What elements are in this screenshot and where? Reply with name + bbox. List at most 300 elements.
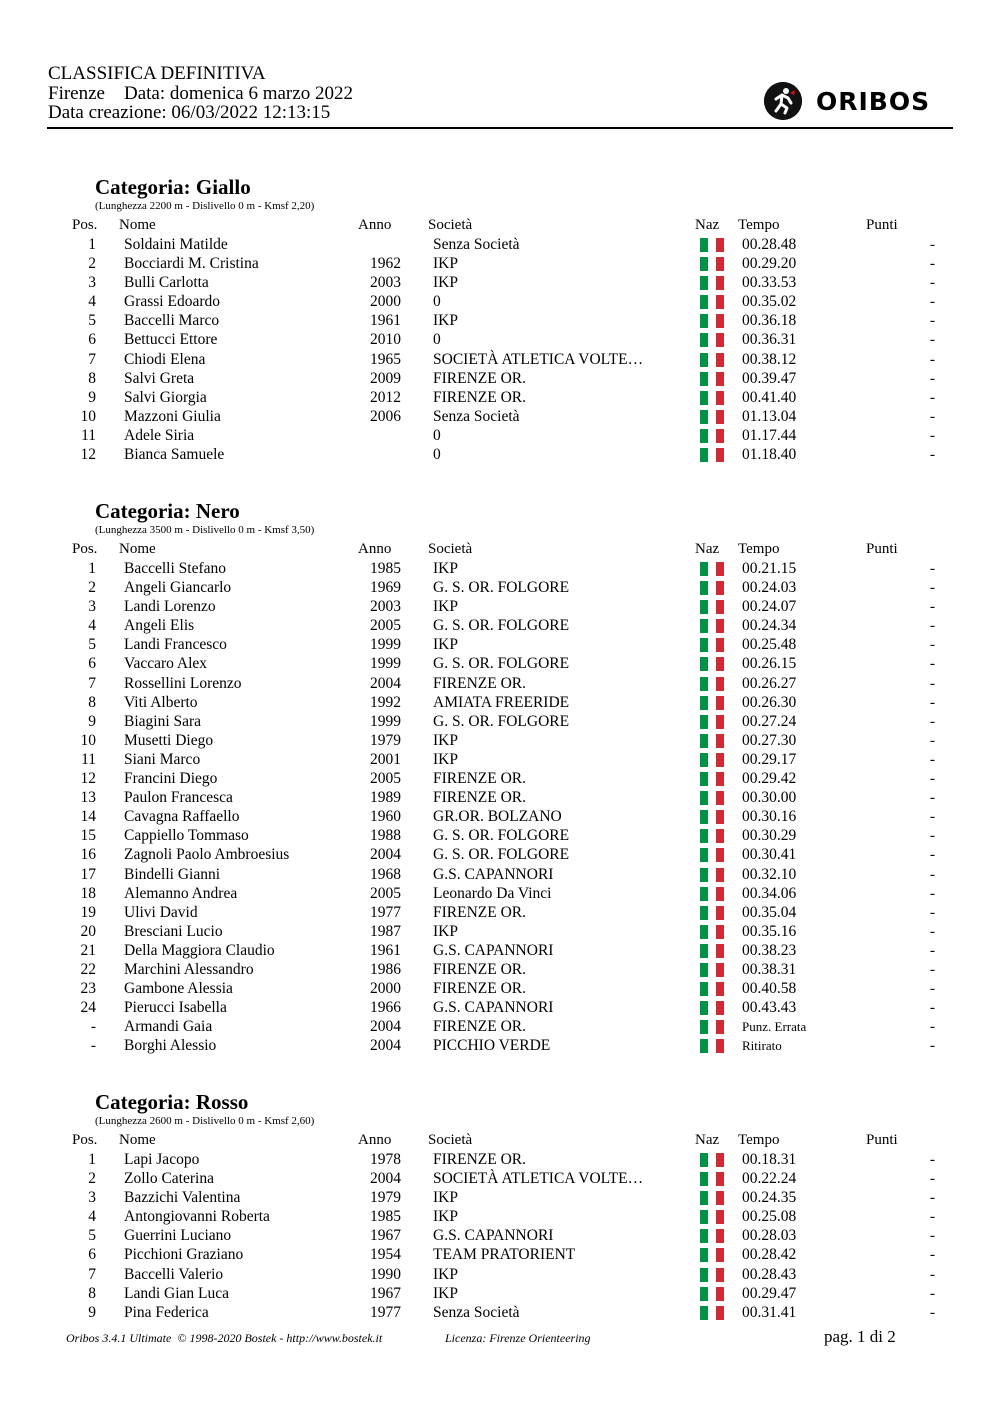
italy-flag-icon bbox=[700, 963, 724, 977]
points-cell: - bbox=[929, 903, 935, 921]
time-cell: 00.38.12 bbox=[742, 350, 797, 368]
oribos-logo bbox=[764, 82, 930, 120]
position-cell: 14 bbox=[80, 808, 96, 826]
points-cell: - bbox=[929, 1284, 935, 1302]
time-cell: 00.24.34 bbox=[742, 617, 797, 635]
category-title: Categoria: Rosso bbox=[95, 1090, 249, 1114]
year-cell: 1962 bbox=[370, 255, 401, 273]
name-cell: Lapi Jacopo bbox=[124, 1151, 200, 1168]
points-cell: - bbox=[929, 312, 935, 330]
year-cell: 2004 bbox=[370, 1037, 401, 1055]
position-cell: 17 bbox=[80, 865, 96, 883]
position-cell: 5 bbox=[88, 312, 96, 330]
column-header-punti: Punti bbox=[866, 541, 898, 557]
italy-flag-icon bbox=[700, 829, 724, 843]
position-cell: 8 bbox=[88, 693, 96, 711]
table-row bbox=[0, 693, 1000, 712]
position-cell: 3 bbox=[88, 274, 96, 292]
table-row bbox=[0, 1207, 1000, 1226]
table-row bbox=[0, 769, 1000, 788]
name-cell: Della Maggiora Claudio bbox=[124, 941, 275, 959]
software-credit: Oribos 3.4.1 Ultimate © 1998-2020 Bostek - http://www.bostek.it bbox=[66, 1331, 383, 1345]
points-cell: - bbox=[929, 331, 935, 349]
table-row bbox=[0, 1265, 1000, 1284]
table-row bbox=[0, 1226, 1000, 1245]
position-cell: 5 bbox=[88, 636, 96, 654]
club-cell: G. S. OR. FOLGORE bbox=[433, 827, 570, 845]
name-cell: Landi Gian Luca bbox=[124, 1284, 230, 1302]
club-cell: G. S. OR. FOLGORE bbox=[433, 617, 570, 635]
italy-flag-icon bbox=[700, 410, 724, 424]
points-cell: - bbox=[929, 808, 935, 826]
time-cell: 00.35.16 bbox=[742, 922, 797, 940]
italy-flag-icon bbox=[700, 753, 724, 767]
time-cell: 01.17.44 bbox=[742, 426, 797, 444]
italy-flag-icon bbox=[700, 868, 724, 882]
category-title: Categoria: Giallo bbox=[95, 175, 251, 199]
club-cell: IKP bbox=[433, 598, 458, 616]
name-cell: Biagini Sara bbox=[124, 712, 202, 730]
year-cell: 1978 bbox=[370, 1151, 401, 1168]
year-cell: 2004 bbox=[370, 846, 401, 864]
position-cell: 1 bbox=[88, 1151, 96, 1168]
points-cell: - bbox=[929, 846, 935, 864]
club-cell: SOCIETÀ ATLETICA VOLTE… bbox=[433, 350, 644, 368]
column-header-naz: Naz bbox=[695, 217, 720, 233]
club-cell: FIRENZE OR. bbox=[433, 960, 526, 978]
time-cell: 00.26.27 bbox=[742, 674, 797, 692]
name-cell: Chiodi Elena bbox=[124, 350, 206, 368]
name-cell: Armandi Gaia bbox=[124, 1018, 213, 1036]
time-cell: 00.30.29 bbox=[742, 827, 797, 845]
year-cell: 2012 bbox=[370, 388, 401, 406]
italy-flag-icon bbox=[700, 1172, 724, 1186]
table-row bbox=[0, 674, 1000, 693]
position-cell: 3 bbox=[88, 1189, 96, 1207]
club-cell: AMIATA FREERIDE bbox=[433, 693, 570, 711]
category-subtitle: (Lunghezza 3500 m - Dislivello 0 m - Kmsf 3,50) bbox=[95, 524, 315, 536]
time-cell: 00.35.02 bbox=[742, 293, 797, 311]
table-row bbox=[0, 1036, 1000, 1055]
italy-flag-icon bbox=[700, 848, 724, 862]
position-cell: 4 bbox=[88, 617, 96, 635]
club-cell: G. S. OR. FOLGORE bbox=[433, 579, 570, 597]
italy-flag-icon bbox=[700, 353, 724, 367]
position-cell: 12 bbox=[80, 446, 96, 464]
club-cell: G.S. CAPANNORI bbox=[433, 941, 554, 959]
club-cell: IKP bbox=[433, 1265, 458, 1283]
table-row bbox=[0, 235, 1000, 254]
time-cell: 00.27.24 bbox=[742, 712, 797, 730]
position-cell: 1 bbox=[88, 560, 96, 577]
italy-flag-icon bbox=[700, 314, 724, 328]
position-cell: 10 bbox=[80, 407, 96, 425]
position-cell: 22 bbox=[80, 960, 96, 978]
italy-flag-icon bbox=[700, 257, 724, 271]
year-cell: 1966 bbox=[370, 999, 401, 1017]
name-cell: Picchioni Graziano bbox=[124, 1246, 244, 1264]
table-row bbox=[0, 865, 1000, 884]
year-cell: 1992 bbox=[370, 693, 401, 711]
points-cell: - bbox=[929, 598, 935, 616]
position-cell: 7 bbox=[88, 674, 96, 692]
club-cell: 0 bbox=[433, 293, 441, 311]
table-row bbox=[0, 1284, 1000, 1303]
name-cell: Bianca Samuele bbox=[124, 446, 225, 464]
italy-flag-icon bbox=[700, 276, 724, 290]
position-cell: 11 bbox=[81, 426, 96, 444]
time-cell: 00.22.24 bbox=[742, 1170, 797, 1188]
club-cell: FIRENZE OR. bbox=[433, 1151, 526, 1168]
italy-flag-icon bbox=[700, 448, 724, 462]
points-cell: - bbox=[929, 1303, 935, 1321]
time-cell: 00.29.17 bbox=[742, 750, 797, 768]
points-cell: - bbox=[929, 884, 935, 902]
name-cell: Bresciani Lucio bbox=[124, 922, 223, 940]
position-cell: 6 bbox=[88, 1246, 96, 1264]
time-cell: 00.30.16 bbox=[742, 808, 797, 826]
points-cell: - bbox=[929, 1037, 935, 1055]
points-cell: - bbox=[929, 865, 935, 883]
name-cell: Borghi Alessio bbox=[124, 1037, 217, 1055]
table-row bbox=[0, 350, 1000, 369]
name-cell: Bettucci Ettore bbox=[124, 331, 218, 349]
italy-flag-icon bbox=[700, 638, 724, 652]
points-cell: - bbox=[929, 560, 935, 577]
italy-flag-icon bbox=[700, 657, 724, 671]
italy-flag-icon bbox=[700, 238, 724, 252]
points-cell: - bbox=[929, 1170, 935, 1188]
year-cell: 1961 bbox=[370, 312, 401, 330]
position-cell: 8 bbox=[88, 369, 96, 387]
club-cell: G.S. CAPANNORI bbox=[433, 1227, 554, 1245]
name-cell: Marchini Alessandro bbox=[124, 960, 254, 978]
time-cell: Punz. Errata bbox=[742, 1019, 807, 1035]
time-cell: 00.27.30 bbox=[742, 731, 797, 749]
time-cell: 00.28.42 bbox=[742, 1246, 797, 1264]
points-cell: - bbox=[929, 941, 935, 959]
club-cell: G. S. OR. FOLGORE bbox=[433, 712, 570, 730]
points-cell: - bbox=[929, 636, 935, 654]
table-row bbox=[0, 1188, 1000, 1207]
name-cell: Antongiovanni Roberta bbox=[124, 1208, 270, 1226]
name-cell: Rossellini Lorenzo bbox=[124, 674, 242, 692]
name-cell: Baccelli Stefano bbox=[124, 560, 226, 577]
year-cell: 2003 bbox=[370, 274, 401, 292]
time-cell: 00.29.47 bbox=[742, 1284, 797, 1302]
year-cell: 2009 bbox=[370, 369, 401, 387]
table-row bbox=[0, 903, 1000, 922]
club-cell: IKP bbox=[433, 731, 458, 749]
italy-flag-icon bbox=[700, 906, 724, 920]
position-cell: 11 bbox=[81, 750, 96, 768]
creation-date: Data creazione: 06/03/2022 12:13:15 bbox=[48, 102, 331, 123]
table-row bbox=[0, 845, 1000, 864]
column-header-pos: Pos. bbox=[72, 1132, 98, 1148]
time-cell: 01.18.40 bbox=[742, 446, 797, 464]
italy-flag-icon bbox=[700, 982, 724, 996]
club-cell: G.S. CAPANNORI bbox=[433, 999, 554, 1017]
italy-flag-icon bbox=[700, 810, 724, 824]
name-cell: Landi Francesco bbox=[124, 636, 227, 654]
club-cell: FIRENZE OR. bbox=[433, 388, 526, 406]
column-header-anno: Anno bbox=[358, 217, 392, 233]
italy-flag-icon bbox=[700, 887, 724, 901]
table-row bbox=[0, 635, 1000, 654]
year-cell: 2004 bbox=[370, 674, 401, 692]
points-cell: - bbox=[929, 960, 935, 978]
time-cell: 00.40.58 bbox=[742, 980, 797, 998]
year-cell: 2000 bbox=[370, 293, 401, 311]
table-row bbox=[0, 731, 1000, 750]
category-subtitle: (Lunghezza 2200 m - Dislivello 0 m - Kmsf 2,20) bbox=[95, 200, 315, 212]
points-cell: - bbox=[929, 369, 935, 387]
name-cell: Paulon Francesca bbox=[124, 789, 233, 807]
column-header-tempo: Tempo bbox=[738, 541, 780, 557]
name-cell: Salvi Giorgia bbox=[124, 388, 207, 406]
year-cell: 2001 bbox=[370, 750, 401, 768]
time-cell: 00.33.53 bbox=[742, 274, 797, 292]
time-cell: 00.26.15 bbox=[742, 655, 797, 673]
name-cell: Francini Diego bbox=[124, 770, 218, 788]
time-cell: 00.28.43 bbox=[742, 1265, 797, 1283]
table-row bbox=[0, 712, 1000, 731]
position-cell: - bbox=[90, 1037, 96, 1055]
name-cell: Adele Siria bbox=[124, 426, 195, 444]
points-cell: - bbox=[929, 827, 935, 845]
year-cell: 1968 bbox=[370, 865, 401, 883]
table-row bbox=[0, 1245, 1000, 1264]
page-number: pag. 1 di 2 bbox=[824, 1327, 896, 1346]
italy-flag-icon bbox=[700, 600, 724, 614]
club-cell: G. S. OR. FOLGORE bbox=[433, 655, 570, 673]
position-cell: 9 bbox=[88, 1303, 96, 1321]
italy-flag-icon bbox=[700, 1191, 724, 1205]
year-cell: 1960 bbox=[370, 808, 401, 826]
italy-flag-icon bbox=[700, 1210, 724, 1224]
name-cell: Mazzoni Giulia bbox=[124, 407, 221, 425]
name-cell: Bocciardi M. Cristina bbox=[124, 255, 259, 273]
position-cell: 12 bbox=[80, 770, 96, 788]
position-cell: 13 bbox=[80, 789, 96, 807]
column-header-tempo: Tempo bbox=[738, 1132, 780, 1148]
name-cell: Baccelli Valerio bbox=[124, 1265, 224, 1283]
table-row bbox=[0, 578, 1000, 597]
table-row bbox=[0, 922, 1000, 941]
italy-flag-icon bbox=[700, 391, 724, 405]
club-cell: IKP bbox=[433, 255, 458, 273]
column-header-societa: Società bbox=[428, 217, 473, 233]
time-cell: Ritirato bbox=[742, 1038, 782, 1054]
name-cell: Bazzichi Valentina bbox=[124, 1189, 241, 1207]
column-header-punti: Punti bbox=[866, 1132, 898, 1148]
points-cell: - bbox=[929, 1189, 935, 1207]
club-cell: Senza Società bbox=[433, 407, 520, 425]
year-cell: 1979 bbox=[370, 1189, 401, 1207]
club-cell: 0 bbox=[433, 446, 441, 464]
table-row bbox=[0, 960, 1000, 979]
year-cell: 1969 bbox=[370, 579, 401, 597]
year-cell: 2003 bbox=[370, 598, 401, 616]
table-row bbox=[0, 1017, 1000, 1036]
year-cell: 1986 bbox=[370, 960, 401, 978]
name-cell: Landi Lorenzo bbox=[124, 598, 216, 616]
points-cell: - bbox=[929, 255, 935, 273]
time-cell: 00.28.03 bbox=[742, 1227, 797, 1245]
italy-flag-icon bbox=[700, 677, 724, 691]
position-cell: 5 bbox=[88, 1227, 96, 1245]
club-cell: FIRENZE OR. bbox=[433, 369, 526, 387]
position-cell: 20 bbox=[80, 922, 96, 940]
position-cell: 9 bbox=[88, 388, 96, 406]
time-cell: 00.24.35 bbox=[742, 1189, 797, 1207]
column-header-pos: Pos. bbox=[72, 217, 98, 233]
club-cell: PICCHIO VERDE bbox=[433, 1037, 551, 1055]
year-cell: 1985 bbox=[370, 1208, 401, 1226]
page-title: CLASSIFICA DEFINITIVA bbox=[48, 63, 266, 84]
column-header-naz: Naz bbox=[695, 1132, 720, 1148]
year-cell: 1967 bbox=[370, 1227, 401, 1245]
time-cell: 00.36.31 bbox=[742, 331, 797, 349]
time-cell: 00.24.03 bbox=[742, 579, 797, 597]
table-row bbox=[0, 597, 1000, 616]
name-cell: Bindelli Gianni bbox=[124, 865, 221, 883]
italy-flag-icon bbox=[700, 1306, 724, 1320]
italy-flag-icon bbox=[700, 1039, 724, 1053]
time-cell: 00.39.47 bbox=[742, 369, 797, 387]
table-row bbox=[0, 750, 1000, 769]
points-cell: - bbox=[929, 1151, 935, 1168]
year-cell: 2005 bbox=[370, 884, 401, 902]
results-table bbox=[0, 235, 1000, 464]
year-cell: 1967 bbox=[370, 1284, 401, 1302]
table-header bbox=[0, 1131, 1000, 1150]
name-cell: Cappiello Tommaso bbox=[124, 827, 249, 845]
table-row bbox=[0, 941, 1000, 960]
club-cell: Senza Società bbox=[433, 1303, 520, 1321]
license-text: Licenza: Firenze Orienteering bbox=[445, 1331, 591, 1345]
club-cell: Leonardo Da Vinci bbox=[433, 884, 552, 902]
time-cell: 00.24.07 bbox=[742, 598, 797, 616]
column-header-societa: Società bbox=[428, 541, 473, 557]
position-cell: 24 bbox=[80, 999, 96, 1017]
time-cell: 00.29.20 bbox=[742, 255, 797, 273]
position-cell: 18 bbox=[80, 884, 96, 902]
year-cell: 2000 bbox=[370, 980, 401, 998]
year-cell: 1979 bbox=[370, 731, 401, 749]
name-cell: Salvi Greta bbox=[124, 369, 195, 387]
time-cell: 00.26.30 bbox=[742, 693, 797, 711]
table-header bbox=[0, 540, 1000, 559]
name-cell: Angeli Elis bbox=[124, 617, 195, 635]
year-cell: 1977 bbox=[370, 1303, 401, 1321]
header-divider bbox=[47, 127, 953, 129]
time-cell: 00.31.41 bbox=[742, 1303, 797, 1321]
table-row bbox=[0, 1150, 1000, 1169]
name-cell: Grassi Edoardo bbox=[124, 293, 220, 311]
position-cell: 4 bbox=[88, 1208, 96, 1226]
table-row bbox=[0, 426, 1000, 445]
time-cell: 00.36.18 bbox=[742, 312, 797, 330]
points-cell: - bbox=[929, 789, 935, 807]
italy-flag-icon bbox=[700, 1229, 724, 1243]
position-cell: 4 bbox=[88, 293, 96, 311]
italy-flag-icon bbox=[700, 333, 724, 347]
table-row bbox=[0, 807, 1000, 826]
italy-flag-icon bbox=[700, 1268, 724, 1282]
club-cell: IKP bbox=[433, 1284, 458, 1302]
name-cell: Bulli Carlotta bbox=[124, 274, 209, 292]
year-cell: 1989 bbox=[370, 789, 401, 807]
table-row bbox=[0, 273, 1000, 292]
name-cell: Angeli Giancarlo bbox=[124, 579, 232, 597]
club-cell: IKP bbox=[433, 750, 458, 768]
year-cell: 1985 bbox=[370, 560, 401, 577]
table-row bbox=[0, 979, 1000, 998]
italy-flag-icon bbox=[700, 372, 724, 386]
position-cell: 6 bbox=[88, 655, 96, 673]
position-cell: 21 bbox=[80, 941, 96, 959]
column-header-anno: Anno bbox=[358, 1132, 392, 1148]
italy-flag-icon bbox=[700, 429, 724, 443]
column-header-societa: Società bbox=[428, 1132, 473, 1148]
name-cell: Zollo Caterina bbox=[124, 1170, 214, 1188]
column-header-anno: Anno bbox=[358, 541, 392, 557]
italy-flag-icon bbox=[700, 1001, 724, 1015]
points-cell: - bbox=[929, 407, 935, 425]
points-cell: - bbox=[929, 1208, 935, 1226]
italy-flag-icon bbox=[700, 1248, 724, 1262]
table-row bbox=[0, 311, 1000, 330]
year-cell: 1977 bbox=[370, 903, 401, 921]
category-subtitle: (Lunghezza 2600 m - Dislivello 0 m - Kmsf 2,60) bbox=[95, 1115, 315, 1127]
table-row bbox=[0, 254, 1000, 273]
italy-flag-icon bbox=[700, 715, 724, 729]
italy-flag-icon bbox=[700, 581, 724, 595]
position-cell: 3 bbox=[88, 598, 96, 616]
name-cell: Ulivi David bbox=[124, 903, 198, 921]
position-cell: 6 bbox=[88, 331, 96, 349]
time-cell: 00.28.48 bbox=[742, 236, 797, 253]
name-cell: Alemanno Andrea bbox=[124, 884, 238, 902]
position-cell: - bbox=[90, 1018, 96, 1036]
position-cell: 15 bbox=[80, 827, 96, 845]
year-cell: 1965 bbox=[370, 350, 401, 368]
table-row bbox=[0, 292, 1000, 311]
time-cell: 00.34.06 bbox=[742, 884, 797, 902]
results-table bbox=[0, 559, 1000, 1055]
club-cell: FIRENZE OR. bbox=[433, 770, 526, 788]
position-cell: 7 bbox=[88, 350, 96, 368]
table-row bbox=[0, 445, 1000, 464]
time-cell: 00.41.40 bbox=[742, 388, 797, 406]
club-cell: TEAM PRATORIENT bbox=[433, 1246, 576, 1264]
year-cell: 2005 bbox=[370, 770, 401, 788]
logo-text: ORIBOS bbox=[816, 86, 931, 116]
table-header bbox=[0, 216, 1000, 235]
name-cell: Viti Alberto bbox=[124, 693, 198, 711]
club-cell: 0 bbox=[433, 331, 441, 349]
points-cell: - bbox=[929, 655, 935, 673]
position-cell: 16 bbox=[80, 846, 96, 864]
year-cell: 1988 bbox=[370, 827, 401, 845]
points-cell: - bbox=[929, 1246, 935, 1264]
time-cell: 00.43.43 bbox=[742, 999, 797, 1017]
position-cell: 8 bbox=[88, 1284, 96, 1302]
name-cell: Soldaini Matilde bbox=[124, 236, 228, 253]
position-cell: 10 bbox=[80, 731, 96, 749]
time-cell: 00.35.04 bbox=[742, 903, 797, 921]
